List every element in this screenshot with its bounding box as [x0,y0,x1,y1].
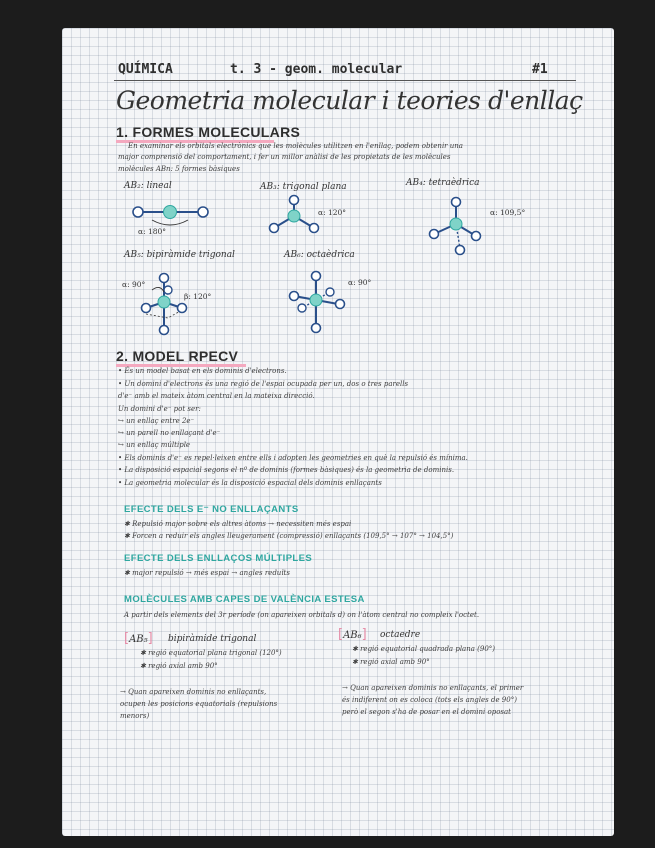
tetrahedral-molecule-diagram [424,196,494,262]
rpecv-line: • És un model basat en els dominis d'electrons. [118,367,287,375]
intro-line: En examinar els orbitals electrònics que les molècules utilitzen en l'enllaç, podem obtenir una [128,142,463,150]
octahedral-molecule-diagram [284,268,354,340]
region-line: ✱ regió axial amb 90° [352,658,430,666]
rpecv-line: • La geometria molecular és la disposició espacial dels dominis enllaçants [118,479,382,487]
geometry-name: octaedre [380,630,421,640]
shape-label: AB₄: tetraèdrica [406,178,480,188]
rpecv-line: ↪ un enllaç múltiple [118,441,191,449]
shape-label: AB₆: octaèdrica [284,250,355,260]
effect-line: ✱ Repulsió major sobre els altres àtoms → necessiten més espai [124,520,352,528]
angle-label: α: 120° [318,208,347,217]
effect-line: ✱ major repulsió → més espai → angles reduïts [124,569,290,577]
formula-bracket: [AB₆] [338,627,367,642]
page-number: #1 [532,62,548,77]
region-line: ✱ regió equatorial quadrada plana (90°) [352,645,496,653]
bullet-line: molècules ABn: 5 formes bàsiques [118,165,240,173]
region-line: ✱ regió equatorial plana trigonal (120°) [140,649,282,657]
formula-bracket: [AB₅] [124,631,153,646]
angle-label: β: 120° [184,292,212,301]
rpecv-line: ↪ un parell no enllaçant d'e⁻ [118,429,221,437]
trigonal-molecule-diagram [264,194,334,248]
shape-label: AB₃: trigonal plana [260,182,347,192]
note-line: però el segon s'ha de posar en el domini oposat [342,708,511,716]
note-line: ocupen les posicions equatorials (repulsions [120,700,278,708]
region-line: ✱ regió axial amb 90° [140,662,218,670]
formula-label: AB₅ [129,634,148,645]
subsection-heading: EFECTE DELS E⁻ NO ENLLAÇANTS [124,504,299,515]
rpecv-line: • Els dominis d'e⁻ es repel·leixen entre ells i adopten les geometries en què la repulsió és mínima. [118,454,468,462]
angle-label: α: 109,5° [490,208,526,217]
rpecv-line: ↪ un enllaç entre 2e⁻ [118,417,195,425]
effect-line: ✱ Forcen a reduir els angles lleugerament (compressió) enllaçants (109,5° → 107° → 104,5°) [124,532,454,540]
subsection-heading: EFECTE DELS ENLLAÇOS MÚLTIPLES [124,553,313,564]
rpecv-line: d'e⁻ amb el mateix àtom central en la mateixa direcció. [118,392,315,400]
angle-label: α: 90° [122,280,146,289]
rpecv-line: Un domini d'e⁻ pot ser: [118,405,201,413]
topic-label: t. 3 - geom. molecular [230,62,403,77]
note-line: → Quan apareixen dominis no enllaçants, el primer [342,684,524,692]
shape-label: AB₅: bipiràmide trigonal [124,250,235,260]
bipyramid-molecule-diagram [138,270,198,340]
subsection-heading: MOLÈCULES AMB CAPES DE VALÈNCIA ESTESA [124,594,365,605]
section-heading: 1. FORMES MOLECULARS [116,124,301,140]
rpecv-line: • La disposició espacial segons el nº de dominis (formes bàsiques) és la geometria de dominis. [118,466,455,474]
note-line: → Quan apareixen dominis no enllaçants, [120,688,267,696]
angle-label: α: 90° [348,278,372,287]
header-rule [114,80,576,81]
notebook-page [62,28,614,836]
geometry-name: bipiràmide trigonal [168,634,257,644]
note-line: és indiferent on es coloca (tots els angles de 90°) [342,696,517,704]
note-line: menors) [120,712,150,720]
formula-label: AB₆ [343,630,362,641]
intro-line: major comprensió del comportament, i fer un millor anàlisi de les propietats de les molècules [118,153,451,161]
rpecv-line: • Un domini d'electrons és una regió de l'espai ocupada per un, dos o tres parells [118,380,409,388]
page-title: Geometria molecular i teories d'enllaç [116,86,583,115]
expanded-intro: A partir dels elements del 3r període (on apareixen orbitals d) on l'àtom central no compleix l'octet. [124,611,480,619]
section-heading: 2. MODEL RPECV [116,348,239,364]
shape-label: AB₂: lineal [124,181,172,191]
angle-label: α: 180° [138,227,167,236]
subject-label: QUÍMICA [118,62,173,77]
